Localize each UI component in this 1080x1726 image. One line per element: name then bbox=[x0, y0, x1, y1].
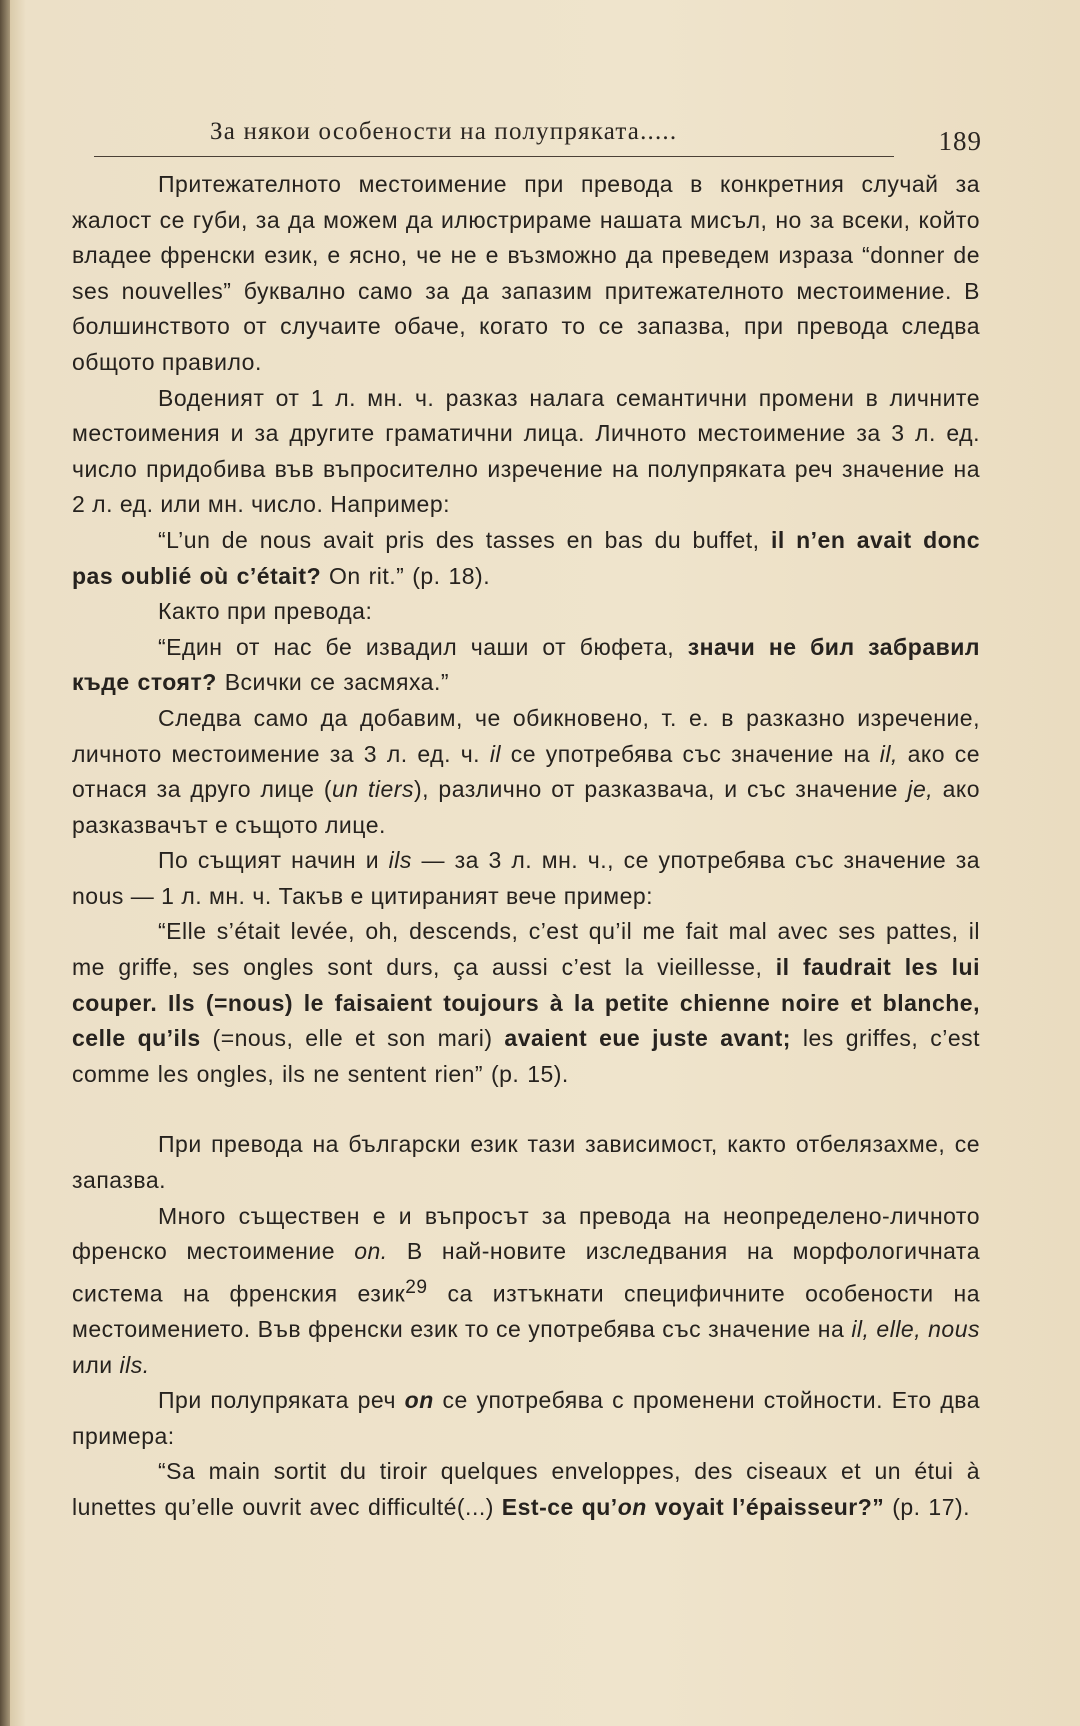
running-header bbox=[94, 104, 982, 164]
quote-french: “L’un de nous avait pris des tasses en bas du buffet, il n’en avait donc pas oublié où c’était? On rit.” (p. 18). bbox=[72, 526, 981, 589]
footnote-marker: 29 bbox=[405, 1276, 428, 1298]
quote-french: “Sa main sortit du tiroir quelques enveloppes, des ciseaux et un étui à lunettes qu’elle ouvrit avec difficulté(...) Est-ce qu’on voyait l’épaisseur?” (p. 17). bbox=[72, 1458, 980, 1521]
running-title: За някои особености на полупряката..... bbox=[210, 118, 678, 145]
italic-term: on bbox=[404, 1387, 434, 1414]
italic-term: ils. bbox=[119, 1351, 150, 1378]
italic-term: il, elle, nous bbox=[851, 1316, 980, 1343]
header-rule bbox=[94, 156, 894, 157]
paragraph: По същият начин и ils — за 3 л. мн. ч., се употребява със значение за nous — 1 л. мн. ч. Такъв е цитираният вече пример: bbox=[72, 847, 981, 909]
bold-phrase: il n’en avait donc pas oublié où c’était? bbox=[72, 526, 981, 589]
paragraph: Много съществен е и въпросът за превода на неопределено-личното френско местоимение on. В най-новите изследвания на морфологичната система на френския език$^{29}$ са изтъкнати специфичните особености на местоимението. Във френски език то се употребява със значение на il, elle, nous или ils. bbox=[72, 1202, 981, 1378]
bold-phrase: voyait l’épaisseur?” bbox=[654, 1494, 885, 1521]
body-text bbox=[72, 167, 980, 1526]
paragraph: Воденият от 1 л. мн. ч. разказ налага семантични промени в личните местоимения и за другите граматични лица. Личното местоимение за 3 л. ед. число придобива във въпросително изречение на полупряката реч значение на 2 л. ед. или мн. число. Например: bbox=[72, 384, 980, 518]
italic-term: je, bbox=[907, 776, 934, 803]
page-number: 189 bbox=[938, 126, 982, 156]
italic-term: on bbox=[617, 1494, 647, 1521]
italic-term: ils bbox=[388, 847, 412, 874]
italic-term: un tiers bbox=[332, 776, 414, 803]
paragraph: При полупряката реч on се употребява с променени стойности. Ето два примера: bbox=[72, 1387, 980, 1449]
italic-term: il bbox=[489, 740, 502, 767]
bold-phrase: значи не бил забравил къде стоят? bbox=[72, 633, 980, 696]
bold-phrase: il faudrait les lui couper. Ils (=nous) le faisaient toujours à la petite chienne noire et blanche, celle qu’ils bbox=[72, 954, 980, 1052]
quote-translation: “Един от нас бе извадил чаши от бюфета, значи не бил забравил къде стоят? Всички се засмяха.” bbox=[72, 633, 980, 696]
italic-term: on. bbox=[354, 1238, 388, 1265]
paragraph: Притежателното местоимение при превода в конкретния случай за жалост се губи, за да можем да илюстрираме нашата мисъл, но за всеки, който владее френски език, е ясно, че не е възможно да преведем израза “donner de ses nouvelles” буквално само за да запазим притежателното местоимение. В болшинството от случаите обаче, когато то се запазва, при превода следва общото правило. bbox=[72, 171, 980, 375]
paragraph: При превода на български език тази зависимост, както отбелязахме, се запазва. bbox=[72, 1131, 980, 1194]
paragraph: Следва само да добавим, че обикновено, т. е. в разказно изречение, личното местоимение за 3 л. ед. ч. il се употребява със значение на il, ако се отнася за друго лице (un tiers), различно от разказвача, и със значение je, ако разказвачът е същото лице. bbox=[72, 704, 981, 838]
bold-phrase: Est-ce qu’ bbox=[501, 1494, 618, 1521]
italic-term: il, bbox=[879, 740, 898, 767]
book-spine bbox=[0, 0, 10, 1726]
paragraph: Както при превода: bbox=[158, 598, 373, 625]
bold-phrase: avaient eue juste avant; bbox=[504, 1025, 791, 1052]
quote-french: “Elle s’était levée, oh, descends, c’est qu’il me fait mal avec ses pattes, il me griffe, ses ongles sont durs, ça aussi c’est la vieillesse, il faudrait les lui couper. Ils (=nous) le faisaient toujours à la petite chienne noire et blanche, celle qu’ils (=nous, elle et son mari) avaient eue juste avant; les griffes, c’est comme les ongles, ils ne sentent rien” (p. 15). bbox=[72, 918, 981, 1087]
